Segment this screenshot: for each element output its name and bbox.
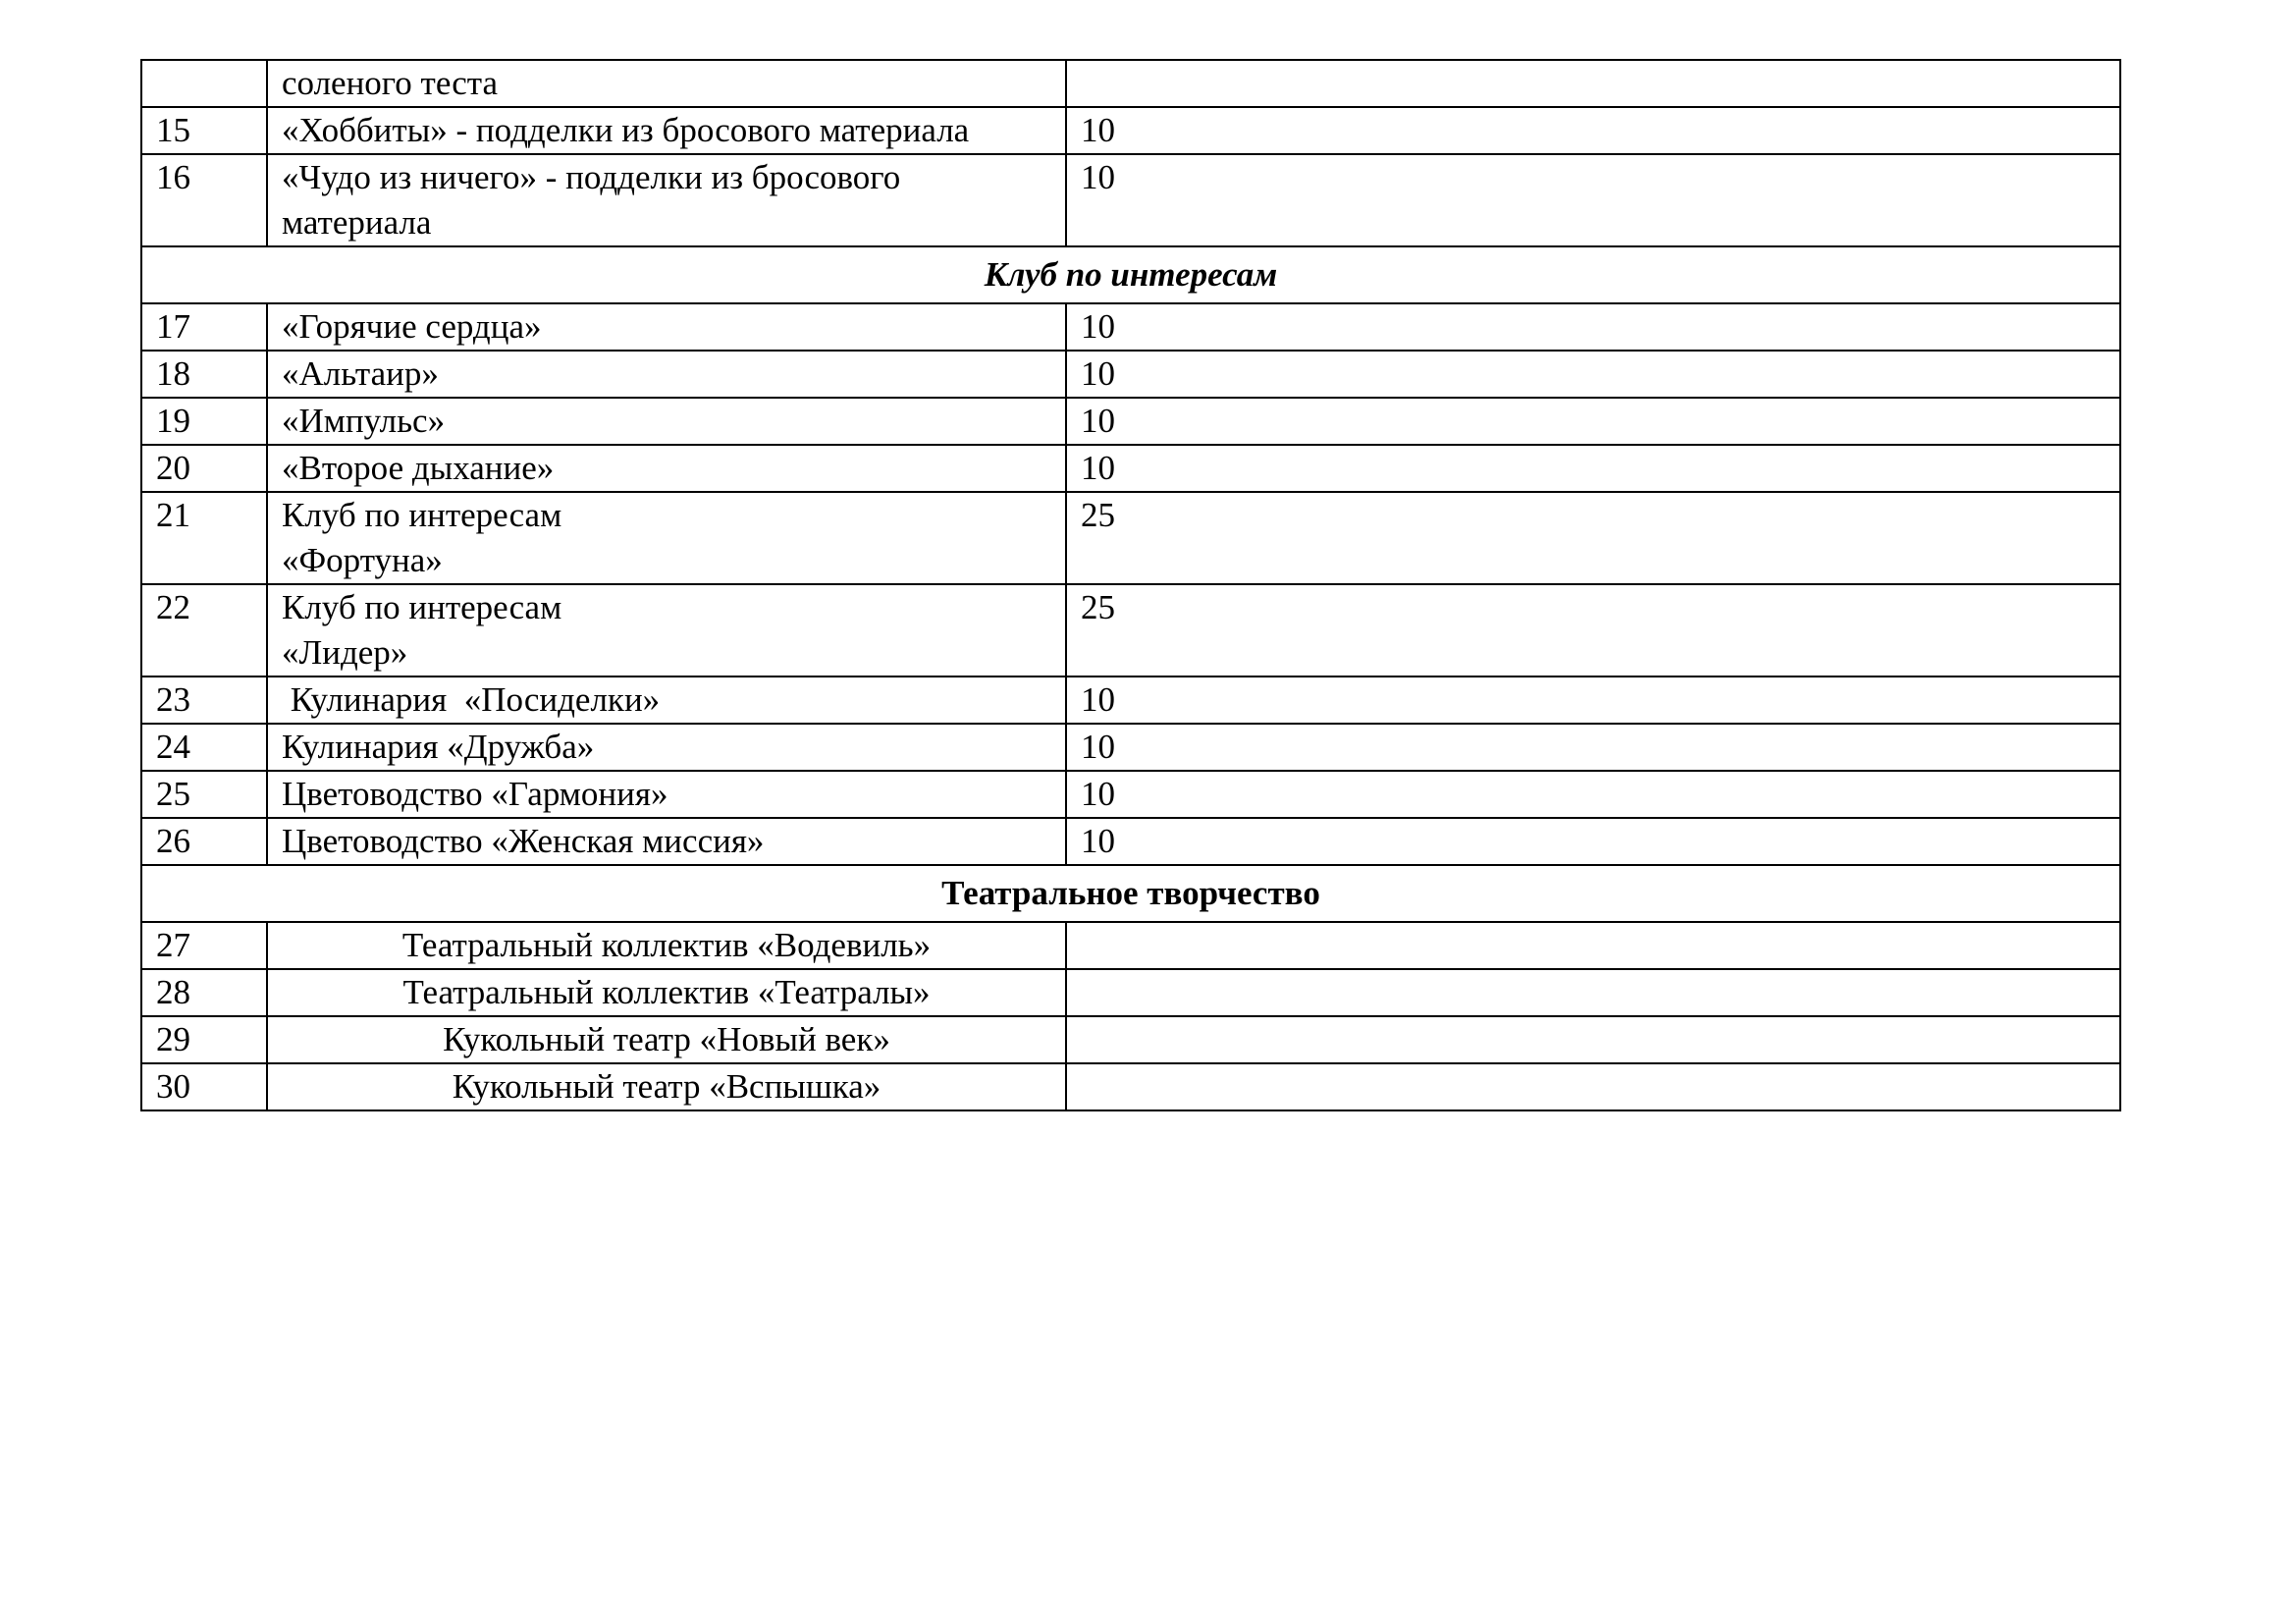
row-count: 10 bbox=[1066, 351, 2120, 398]
row-name: Клуб по интересам «Фортуна» bbox=[267, 492, 1066, 584]
section-header-row bbox=[141, 246, 2120, 303]
section-header-row bbox=[141, 865, 2120, 922]
row-count: 10 bbox=[1066, 724, 2120, 771]
row-number: 19 bbox=[141, 398, 267, 445]
row-number: 18 bbox=[141, 351, 267, 398]
table-row bbox=[141, 154, 2120, 246]
table-row bbox=[141, 969, 2120, 1016]
row-count bbox=[1066, 922, 2120, 969]
row-count: 10 bbox=[1066, 677, 2120, 724]
row-number: 21 bbox=[141, 492, 267, 584]
row-name: Кукольный театр «Новый век» bbox=[267, 1016, 1066, 1063]
row-number: 22 bbox=[141, 584, 267, 677]
table-row bbox=[141, 303, 2120, 351]
row-name: «Альтаир» bbox=[267, 351, 1066, 398]
row-count: 10 bbox=[1066, 771, 2120, 818]
row-name: «Хоббиты» - подделки из бросового материала bbox=[267, 107, 1066, 154]
row-name: Кукольный театр «Вспышка» bbox=[267, 1063, 1066, 1110]
row-number bbox=[141, 60, 267, 107]
row-number: 15 bbox=[141, 107, 267, 154]
row-count bbox=[1066, 1016, 2120, 1063]
table-row bbox=[141, 60, 2120, 107]
row-number: 25 bbox=[141, 771, 267, 818]
row-number: 26 bbox=[141, 818, 267, 865]
row-number: 29 bbox=[141, 1016, 267, 1063]
row-number: 27 bbox=[141, 922, 267, 969]
row-count: 25 bbox=[1066, 584, 2120, 677]
row-number: 28 bbox=[141, 969, 267, 1016]
row-name: «Чудо из ничего» - подделки из бросового материала bbox=[267, 154, 1066, 246]
row-name: Цветоводство «Гармония» bbox=[267, 771, 1066, 818]
row-number: 24 bbox=[141, 724, 267, 771]
table-row bbox=[141, 922, 2120, 969]
row-number: 23 bbox=[141, 677, 267, 724]
row-count bbox=[1066, 969, 2120, 1016]
section-title: Клуб по интересам bbox=[141, 246, 2120, 303]
row-name: Театральный коллектив «Водевиль» bbox=[267, 922, 1066, 969]
table-row bbox=[141, 771, 2120, 818]
row-number: 30 bbox=[141, 1063, 267, 1110]
table-row bbox=[141, 677, 2120, 724]
table-row bbox=[141, 107, 2120, 154]
row-name: Клуб по интересам «Лидер» bbox=[267, 584, 1066, 677]
row-name: «Импульс» bbox=[267, 398, 1066, 445]
clubs-table bbox=[140, 59, 2121, 1111]
table-row bbox=[141, 398, 2120, 445]
row-name: «Второе дыхание» bbox=[267, 445, 1066, 492]
row-count: 10 bbox=[1066, 303, 2120, 351]
row-count bbox=[1066, 60, 2120, 107]
table-row bbox=[141, 1063, 2120, 1110]
row-name: соленого теста bbox=[267, 60, 1066, 107]
row-count: 10 bbox=[1066, 154, 2120, 246]
row-count bbox=[1066, 1063, 2120, 1110]
table-row bbox=[141, 445, 2120, 492]
row-number: 16 bbox=[141, 154, 267, 246]
row-count: 25 bbox=[1066, 492, 2120, 584]
section-title: Театральное творчество bbox=[141, 865, 2120, 922]
table-row bbox=[141, 1016, 2120, 1063]
table-row bbox=[141, 584, 2120, 677]
table-row bbox=[141, 351, 2120, 398]
row-name: Кулинария «Дружба» bbox=[267, 724, 1066, 771]
table-row bbox=[141, 492, 2120, 584]
clubs-table-body bbox=[141, 60, 2120, 1110]
row-name: Кулинария «Посиделки» bbox=[267, 677, 1066, 724]
row-count: 10 bbox=[1066, 398, 2120, 445]
row-number: 20 bbox=[141, 445, 267, 492]
row-name: Театральный коллектив «Театралы» bbox=[267, 969, 1066, 1016]
table-row bbox=[141, 818, 2120, 865]
table-row bbox=[141, 724, 2120, 771]
row-name: Цветоводство «Женская миссия» bbox=[267, 818, 1066, 865]
row-count: 10 bbox=[1066, 107, 2120, 154]
row-count: 10 bbox=[1066, 818, 2120, 865]
row-number: 17 bbox=[141, 303, 267, 351]
row-name: «Горячие сердца» bbox=[267, 303, 1066, 351]
row-count: 10 bbox=[1066, 445, 2120, 492]
